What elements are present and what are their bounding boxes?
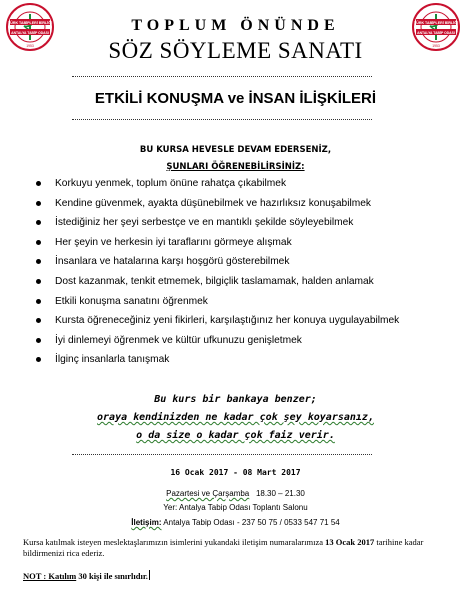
list-item: Dost kazanmak, tenkit etmemek, bilgiçlik taslamamak, halden anlamak: [36, 276, 399, 296]
list-item: Her şeyin ve herkesin iyi taraflarını görmeye alışmak: [36, 237, 399, 257]
logo-year: 1953: [432, 44, 440, 48]
event-time: 18.30 – 21.30: [255, 489, 305, 498]
logo-top-text: TÜRK TABİPLERİ BİRLİĞİ: [414, 21, 458, 25]
event-contact: [0, 518, 471, 527]
title-line-1: TOPLUM ÖNÜNDE: [131, 17, 340, 34]
capacity-label: NOT : Katılım: [23, 571, 77, 581]
capacity-value: 30 kişi ile sınırlıdır.: [78, 571, 148, 581]
registration-note: Kursa katılmak isteyen meslektaşlarımızın isimlerini yukandaki iletişim numaralarımıza 13 Ocak 2017 tarihine kadar bildirmenizi rica ederiz.: [23, 537, 424, 558]
list-item: İstediğiniz her şeyi serbestçe ve en mantıklı şekilde söyleyebilmek: [36, 217, 399, 237]
list-item: Etkili konuşma sanatını öğrenmek: [36, 296, 399, 316]
bullet-icon: [36, 318, 41, 323]
logo-year: 1953: [26, 44, 34, 48]
deadline-date: 13 Ocak 2017: [325, 537, 375, 547]
event-days: Pazartesi ve Çarşamba: [166, 489, 250, 498]
logo-bottom-text: ANTALYA TABİP ODASI: [11, 31, 49, 35]
list-item: Korkuyu yenmek, toplum önüne rahatça çıkabilmek: [36, 178, 399, 198]
bullet-icon: [36, 279, 41, 284]
bullet-icon: [36, 181, 41, 186]
logo-top-text: TÜRK TABİPLERİ BİRLİĞİ: [8, 21, 52, 25]
event-venue: Yer: Antalya Tabip Odası Toplantı Salonu: [163, 503, 308, 512]
bullet-icon: [36, 259, 41, 264]
quote-line-2: oraya kendinizden ne kadar çok şey koyarsanız,: [97, 412, 374, 423]
bullet-icon: [36, 201, 41, 206]
subtitle: ETKİLİ KONUŞMA ve İNSAN İLİŞKİLERİ: [94, 90, 377, 107]
list-item: İnsanlara ve hatalarına karşı hoşgörü gösterebilmek: [36, 256, 399, 276]
list-item: İlginç insanlarla tanışmak: [36, 354, 399, 374]
quote-line-1: Bu kurs bir bankaya benzer;: [154, 394, 317, 405]
dotted-divider-event: [72, 454, 372, 455]
quote-line-3: o da size o kadar çok faiz verir.: [136, 430, 335, 441]
text-cursor: [149, 570, 150, 580]
lead-line-2: ŞUNLARI ÖĞRENEBİLİRSİNİZ:: [166, 162, 305, 172]
bullet-icon: [36, 357, 41, 362]
bullet-icon: [36, 220, 41, 225]
bullet-icon: [36, 338, 41, 343]
bullet-icon: [36, 240, 41, 245]
contact-label: İletişim:: [131, 518, 162, 527]
dotted-divider-bottom: [72, 119, 372, 120]
event-dates: 16 Ocak 2017 - 08 Mart 2017: [170, 468, 301, 477]
contact-value: Antalya Tabip Odası - 237 50 75 / 0533 547 71 54: [163, 518, 340, 527]
lead-line-1: BU KURSA HEVESLE DEVAM EDERSENİZ,: [139, 145, 332, 155]
logo-bottom-text: ANTALYA TABİP ODASI: [417, 31, 455, 35]
bullet-icon: [36, 299, 41, 304]
event-schedule: [0, 489, 471, 498]
list-item: Kursta öğreneceğiniz yeni fikirleri, karşılaştığınız her konuya uygulayabilmek: [36, 315, 399, 335]
title-line-2: SÖZ SÖYLEME SANATI: [108, 38, 363, 63]
benefits-list: [36, 178, 399, 374]
dotted-divider-top: [72, 76, 372, 77]
list-item: İyi dinlemeyi öğrenmek ve kültür ufkunuzu genişletmek: [36, 335, 399, 355]
list-item: Kendine güvenmek, ayakta düşünebilmek ve hazırlıksız konuşabilmek: [36, 198, 399, 218]
capacity-note: [23, 570, 150, 581]
